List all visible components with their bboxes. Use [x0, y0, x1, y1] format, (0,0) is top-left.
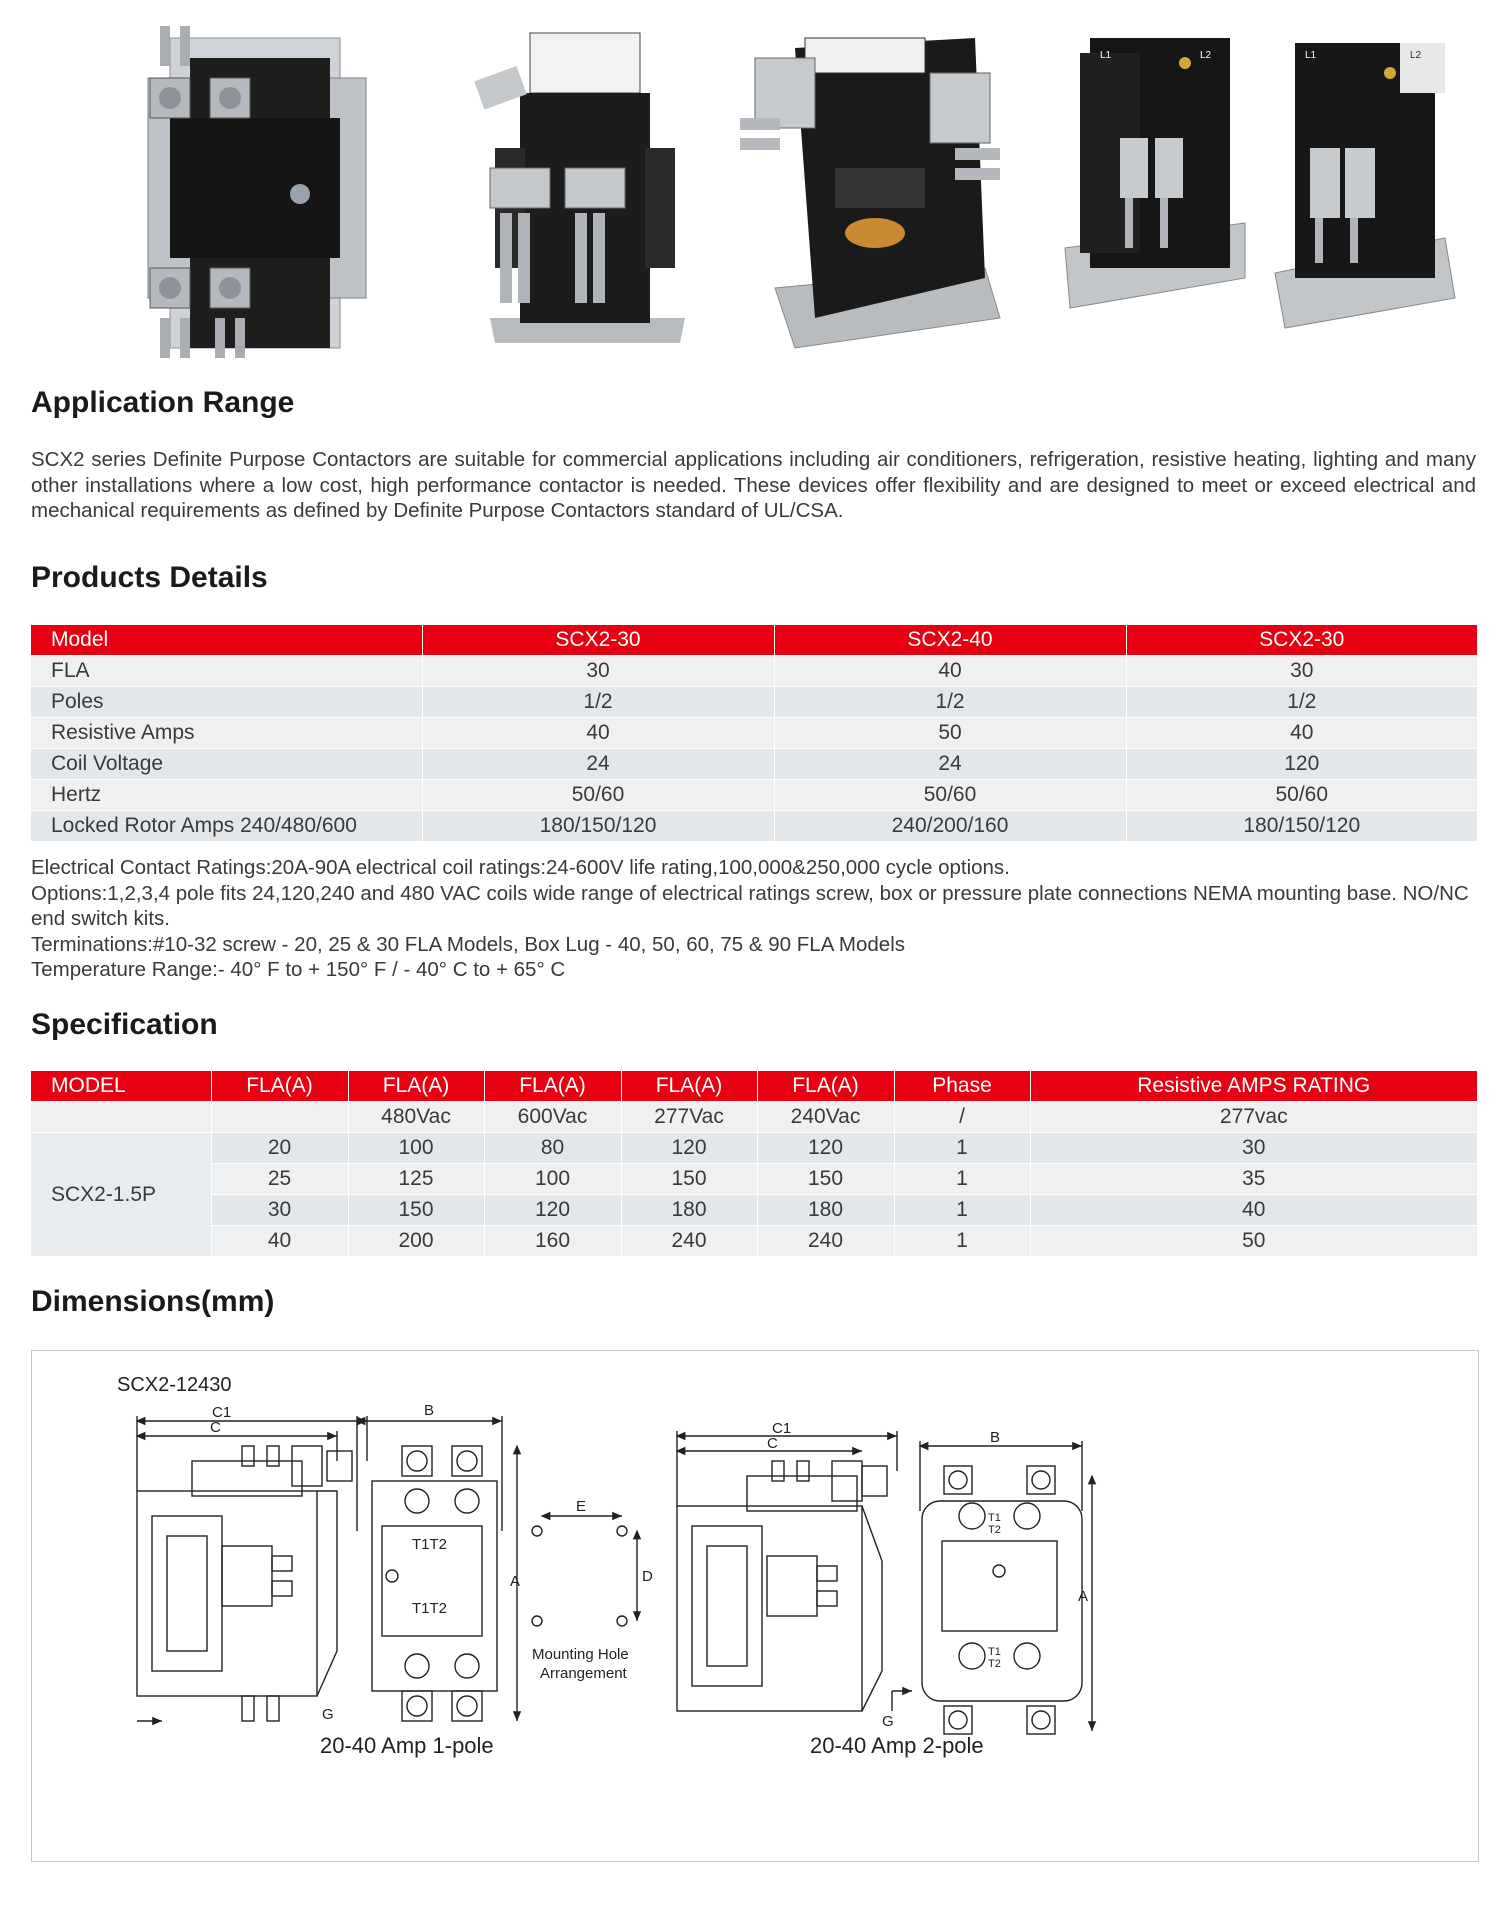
row-label: Locked Rotor Amps 240/480/600 — [31, 811, 422, 842]
dim-label-d: D — [642, 1568, 653, 1585]
table-row — [31, 1195, 1477, 1226]
table-cell: 600Vac — [484, 1102, 621, 1133]
product-photo-2 — [470, 18, 700, 363]
spec-header-fla-240: FLA(A) — [757, 1071, 894, 1102]
details-notes — [31, 855, 1481, 983]
table-cell: 125 — [348, 1164, 484, 1195]
product-photo-3 — [735, 18, 1010, 363]
table-row — [31, 749, 1477, 780]
table-cell: 40 — [1030, 1195, 1477, 1226]
table-cell: 180 — [757, 1195, 894, 1226]
table-cell: 180 — [621, 1195, 757, 1226]
row-label: Resistive Amps — [31, 718, 422, 749]
product-photo-1 — [130, 18, 385, 363]
spec-header-resistive: Resistive AMPS RATING — [1030, 1071, 1477, 1102]
note-temperature: Temperature Range:- 40° F to + 150° F / - 40° C to + 65° C — [31, 958, 566, 981]
note-terminations: Terminations:#10-32 screw - 20, 25 & 30 FLA Models, Box Lug - 40, 50, 60, 75 & 90 FLA Models — [31, 932, 906, 956]
spec-header-row — [31, 1071, 1477, 1102]
application-text: SCX2 series Definite Purpose Contactors are suitable for commercial applications including air conditioners, refrigeration, resistive heating, lighting and many other installations where a low cost, high performance contactor is needed. These devices offer flexibility and are designed to meet or exceed electrical and mechanical requirements as defined by Definite Purpose Contactors standard of UL/CSA. — [31, 448, 1476, 522]
details-header-col3: SCX2-30 — [1126, 625, 1477, 656]
dim-label-g-2pole: G — [882, 1713, 894, 1730]
table-cell: 150 — [348, 1195, 484, 1226]
dim-label-c1: C1 — [212, 1404, 232, 1421]
table-cell: 120 — [484, 1195, 621, 1226]
mounting-label-line1: Mounting Hole — [532, 1646, 629, 1663]
table-cell: 30 — [211, 1195, 348, 1226]
dim-label-t1-top: T1 — [988, 1512, 1001, 1524]
table-row — [31, 1226, 1477, 1257]
table-cell: 150 — [621, 1164, 757, 1195]
svg-text:L1: L1 — [1100, 50, 1112, 61]
note-options: Options:1,2,3,4 pole fits 24,120,240 and 480 VAC coils wide range of electrical ratings screw, box or pressure plate connections NEMA mounting base. NO/NC end switch kits. — [31, 881, 1469, 930]
spec-header-phase: Phase — [894, 1071, 1030, 1102]
table-cell: 50/60 — [1126, 780, 1477, 811]
table-cell — [31, 1102, 211, 1133]
spec-header-model: MODEL — [31, 1071, 211, 1102]
table-cell: 1 — [894, 1226, 1030, 1257]
table-cell: 50/60 — [774, 780, 1126, 811]
table-cell: 120 — [621, 1133, 757, 1164]
row-label: Hertz — [31, 780, 422, 811]
table-cell: 100 — [348, 1133, 484, 1164]
table-cell: 100 — [484, 1164, 621, 1195]
table-cell: 240 — [621, 1226, 757, 1257]
dim-label-t1-bottom: T1 — [988, 1646, 1001, 1658]
table-cell: 40 — [1126, 718, 1477, 749]
table-row — [31, 687, 1477, 718]
svg-text:L1: L1 — [1305, 50, 1317, 61]
table-cell: 277Vac — [621, 1102, 757, 1133]
dim-label-a-2pole: A — [1078, 1588, 1089, 1605]
spec-header-fla-277: FLA(A) — [621, 1071, 757, 1102]
dim-label-a: A — [510, 1573, 521, 1590]
table-cell: 24 — [422, 749, 774, 780]
table-cell: 50 — [1030, 1226, 1477, 1257]
table-cell: 120 — [757, 1133, 894, 1164]
caption-1pole: 20-40 Amp 1-pole — [320, 1733, 494, 1758]
dim-label-t2-bottom: T2 — [988, 1658, 1001, 1670]
table-cell: 240/200/160 — [774, 811, 1126, 842]
dimension-drawings — [32, 1351, 1478, 1861]
table-cell: 30 — [1126, 656, 1477, 687]
row-label: Poles — [31, 687, 422, 718]
dimensions-drawing-panel — [31, 1350, 1479, 1862]
dim-label-t1t2-top: T1T2 — [412, 1536, 448, 1553]
table-cell: 80 — [484, 1133, 621, 1164]
table-cell: 40 — [422, 718, 774, 749]
table-cell: 20 — [211, 1133, 348, 1164]
spec-header-fla-480: FLA(A) — [348, 1071, 484, 1102]
table-cell: 480Vac — [348, 1102, 484, 1133]
table-cell: 1 — [894, 1195, 1030, 1226]
table-cell: 50/60 — [422, 780, 774, 811]
note-contact-ratings: Electrical Contact Ratings:20A-90A electrical coil ratings:24-600V life rating,100,000&250,000 cycle options. — [31, 856, 1010, 879]
product-photo-4 — [1060, 18, 1250, 363]
dim-label-g: G — [322, 1706, 334, 1723]
table-cell: 1/2 — [422, 687, 774, 718]
product-photo-5 — [1270, 18, 1465, 363]
specification-heading: Specification — [31, 1008, 218, 1041]
table-row — [31, 656, 1477, 687]
dim-label-c-2pole: C — [767, 1435, 778, 1452]
svg-text:L2: L2 — [1410, 50, 1422, 61]
dim-label-b-2pole: B — [990, 1429, 1001, 1446]
dimensions-heading: Dimensions(mm) — [31, 1285, 275, 1318]
table-cell: 1/2 — [774, 687, 1126, 718]
details-header-col1: SCX2-30 — [422, 625, 774, 656]
table-cell: 150 — [757, 1164, 894, 1195]
table-cell: 40 — [774, 656, 1126, 687]
svg-text:L2: L2 — [1200, 50, 1212, 61]
dim-label-t2-top: T2 — [988, 1524, 1001, 1536]
spec-header-fla-600: FLA(A) — [484, 1071, 621, 1102]
table-cell: 1 — [894, 1164, 1030, 1195]
table-cell: 1/2 — [1126, 687, 1477, 718]
dim-label-t1t2-bottom: T1T2 — [412, 1600, 448, 1617]
caption-2pole: 20-40 Amp 2-pole — [810, 1733, 984, 1758]
table-cell: 180/150/120 — [422, 811, 774, 842]
mounting-label-line2: Arrangement — [540, 1665, 627, 1682]
table-row — [31, 1164, 1477, 1195]
spec-header-fla: FLA(A) — [211, 1071, 348, 1102]
table-cell: 1 — [894, 1133, 1030, 1164]
table-cell: 30 — [422, 656, 774, 687]
table-cell — [211, 1102, 348, 1133]
table-row — [31, 780, 1477, 811]
specification-table — [31, 1071, 1477, 1256]
table-row — [31, 811, 1477, 842]
table-cell: 200 — [348, 1226, 484, 1257]
table-cell: 277vac — [1030, 1102, 1477, 1133]
dim-label-c1-2pole: C1 — [772, 1420, 792, 1437]
table-cell: 35 — [1030, 1164, 1477, 1195]
table-cell: 40 — [211, 1226, 348, 1257]
dim-label-e: E — [576, 1498, 587, 1515]
details-heading: Products Details — [31, 561, 268, 594]
spec-subheader-row — [31, 1102, 1477, 1133]
table-cell: 180/150/120 — [1126, 811, 1477, 842]
table-row — [31, 718, 1477, 749]
table-cell: / — [894, 1102, 1030, 1133]
details-table — [31, 625, 1477, 841]
table-cell: 25 — [211, 1164, 348, 1195]
table-cell: 240 — [757, 1226, 894, 1257]
details-header-col2: SCX2-40 — [774, 625, 1126, 656]
table-cell: 120 — [1126, 749, 1477, 780]
details-header-row — [31, 625, 1477, 656]
table-cell: 30 — [1030, 1133, 1477, 1164]
application-heading: Application Range — [31, 386, 295, 419]
table-cell: 50 — [774, 718, 1126, 749]
table-cell: 160 — [484, 1226, 621, 1257]
table-row — [31, 1133, 1477, 1164]
row-label: FLA — [31, 656, 422, 687]
dim-label-b: B — [424, 1402, 435, 1419]
spec-model-cell: SCX2-1.5P — [31, 1133, 211, 1257]
dimension-model-label: SCX2-12430 — [117, 1374, 232, 1396]
table-cell: 24 — [774, 749, 1126, 780]
table-cell: 240Vac — [757, 1102, 894, 1133]
row-label: Coil Voltage — [31, 749, 422, 780]
dim-label-c: C — [210, 1419, 221, 1436]
details-header-model: Model — [31, 625, 422, 656]
